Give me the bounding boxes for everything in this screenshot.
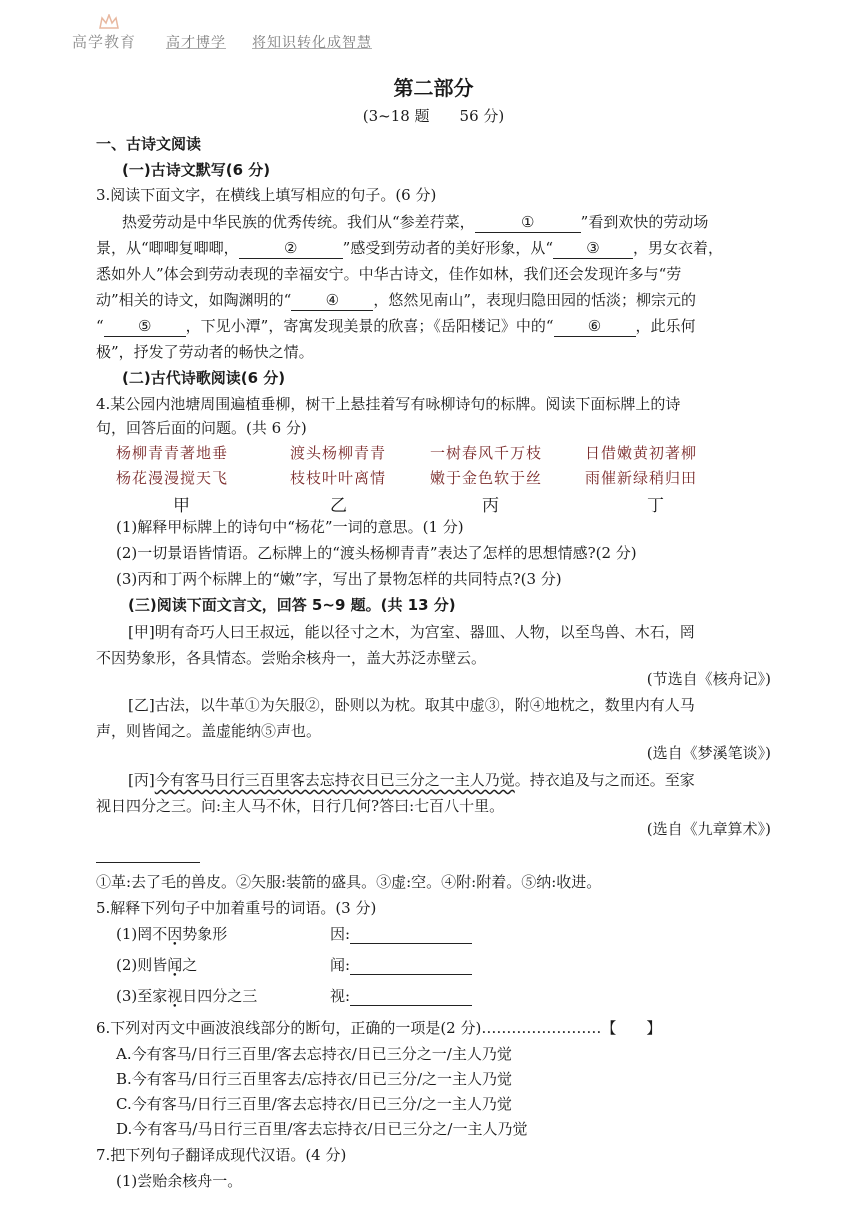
q3-line-1: 热爱劳动是中华民族的优秀传统。我们从“参差荇菜， ① ”看到欢快的劳动场 (122, 213, 709, 231)
text-bing-line-2: 视日四分之三。问:主人马不休，日行几何?答曰:七百八十里。 (96, 797, 505, 815)
q5-item-1: (1)罔不因势象形 (116, 925, 228, 943)
text-bing-source: (选自《九章算术》) (646, 820, 771, 838)
sign-ding-line-2: 雨催新绿稍归田 (585, 469, 698, 487)
sign-jia-label: 甲 (173, 496, 190, 516)
answer-blank-6[interactable]: ⑥ (554, 316, 636, 337)
subsection-3-heading: (三)阅读下面文言文，回答 5~9 题。(共 13 分) (128, 596, 456, 614)
sign-bing-line-2: 嫩于金色软于丝 (430, 469, 543, 487)
q6-option-a[interactable]: A.今有客马/日行三百里/客去忘持衣/日已三分之一/主人乃觉 (116, 1045, 512, 1063)
subsection-2-heading: (二)古代诗歌阅读(6 分) (122, 369, 286, 387)
answer-blank-4[interactable]: ④ (291, 290, 373, 311)
header-slogan (166, 32, 398, 52)
q3-line-3: 悉如外人”体会到劳动表现的幸福安宁。中华古诗文，佳作如林，我们还会发现许多与“劳 (96, 265, 682, 283)
q6-option-d[interactable]: D.今有客马/马日行三百里/客去忘持衣/日已三分之/一主人乃觉 (116, 1120, 528, 1138)
q4-line-2: 句，回答后面的问题。(共 6 分) (96, 419, 307, 437)
text-jia-line-2: 不因势象形，各具情态。尝贻余核舟一，盖大苏泛赤壁云。 (96, 649, 487, 667)
q4-sub-2: (2)一切景语皆情语。乙标牌上的“渡头杨柳青青”表达了怎样的思想情感?(2 分) (116, 544, 637, 562)
answer-blank-1[interactable]: ① (475, 212, 581, 233)
part-title: 第二部分 (393, 76, 474, 100)
logo-text: 高学教育 (72, 33, 137, 51)
q7-item-1: (1)尝贻余核舟一。 (116, 1172, 243, 1190)
q5-answer-3: 视: (330, 986, 472, 1006)
sign-bing-label: 丙 (482, 496, 499, 516)
slogan-1: 高才博学 (166, 35, 226, 51)
logo (72, 14, 152, 54)
q6-option-c[interactable]: C.今有客马/日行三百里/客去忘持衣/日已三分/之一主人乃觉 (116, 1095, 512, 1113)
q5-answer-2: 闻: (330, 955, 472, 975)
question-3-title: 3.阅读下面文字，在横线上填写相应的句子。(6 分) (96, 186, 437, 204)
q5-item-2: (2)则皆闻之 (116, 956, 198, 974)
q3-line-2: 景，从“唧唧复唧唧， ② ”感受到劳动者的美好形象，从“ ③ ，男女衣着， (96, 239, 724, 257)
sign-yi-label: 乙 (330, 496, 347, 516)
q7-title: 7.把下列句子翻译成现代汉语。(4 分) (96, 1146, 347, 1164)
emphasis-word-2: 闻 (167, 956, 183, 974)
section-heading: 一、古诗文阅读 (96, 135, 202, 153)
q6-option-b[interactable]: B.今有客马/日行三百里客去/忘持衣/日已三分/之一主人乃觉 (116, 1070, 513, 1088)
emphasis-word-3: 视 (167, 987, 183, 1005)
text-jia-source: (节选自《核舟记》) (646, 670, 771, 688)
q4-line-1: 4.某公园内池塘周围遍植垂柳，树干上悬挂着写有咏柳诗句的标牌。阅读下面标牌上的诗 (96, 395, 681, 413)
subsection-1-heading: (一)古诗文默写(6 分) (122, 161, 271, 179)
q6-title: 6.下列对丙文中画波浪线部分的断句，正确的一项是(2 分)……………………【 】 (96, 1019, 662, 1037)
answer-blank-3[interactable]: ③ (553, 238, 633, 259)
emphasis-word-1: 因 (167, 925, 183, 943)
sign-bing-line-1: 一树春风千万枝 (430, 444, 543, 462)
footnote: ①革:去了毛的兽皮。②矢服:装箭的盛具。③虚:空。④附:附着。⑤纳:收进。 (96, 873, 602, 891)
sign-ding-label: 丁 (647, 496, 664, 516)
text-yi-source: (选自《梦溪笔谈》) (646, 744, 771, 762)
sign-yi-line-1: 渡头杨柳青青 (290, 444, 387, 462)
q5-title: 5.解释下列句子中加着重号的词语。(3 分) (96, 899, 377, 917)
slogan-2: 将知识转化成智慧 (252, 35, 372, 51)
wavy-underlined-text: 今有客马日行三百里客去忘持衣日已三分之一主人乃觉 (154, 771, 515, 789)
q5-answer-line-1[interactable] (350, 928, 472, 944)
q5-answer-line-2[interactable] (350, 959, 472, 975)
q3-line-5: “ ⑤ ，下见小潭”，寄寓发现美景的欣喜；《岳阳楼记》中的“ ⑥ ，此乐何 (96, 317, 696, 335)
crown-icon (98, 14, 120, 30)
sign-jia-line-1: 杨柳青青著地垂 (116, 444, 229, 462)
answer-blank-2[interactable]: ② (239, 238, 343, 259)
answer-blank-5[interactable]: ⑤ (104, 316, 186, 337)
q4-sub-3: (3)丙和丁两个标牌上的“嫩”字，写出了景物怎样的共同特点?(3 分) (116, 570, 562, 588)
sign-jia-line-2: 杨花漫漫搅天飞 (116, 469, 229, 487)
q3-line-4: 动”相关的诗文，如陶渊明的“ ④ ，悠然见南山”，表现归隐田园的恬淡；柳宗元的 (96, 291, 697, 309)
q3-line-6: 极”，抒发了劳动者的畅快之情。 (96, 343, 314, 361)
text-bing-line-1: [丙]今有客马日行三百里客去忘持衣日已三分之一主人乃觉。持衣追及与之而还。至家 (128, 771, 695, 789)
page-header (72, 14, 398, 54)
sign-ding-line-1: 日借嫩黄初著柳 (585, 444, 698, 462)
q5-item-3: (3)至家视日四分之三 (116, 987, 258, 1005)
part-subtitle: (3~18 题 56 分) (362, 107, 505, 125)
text-jia-line-1: [甲]明有奇巧人曰王叔远，能以径寸之木，为宫室、器皿、人物，以至鸟兽、木石，罔 (128, 623, 695, 641)
text-yi-line-2: 声，则皆闻之。盖虚能纳⑤声也。 (96, 722, 322, 740)
q4-sub-1: (1)解释甲标牌上的诗句中“杨花”一词的意思。(1 分) (116, 518, 464, 536)
sign-yi-line-2: 枝枝叶叶离情 (290, 469, 387, 487)
q5-answer-line-3[interactable] (350, 990, 472, 1006)
text-yi-line-1: [乙]古法，以牛革①为矢服②，卧则以为枕。取其中虚③，附④地枕之，数里内有人马 (128, 696, 695, 714)
footnote-divider (96, 862, 200, 863)
q5-answer-1: 因: (330, 924, 472, 944)
